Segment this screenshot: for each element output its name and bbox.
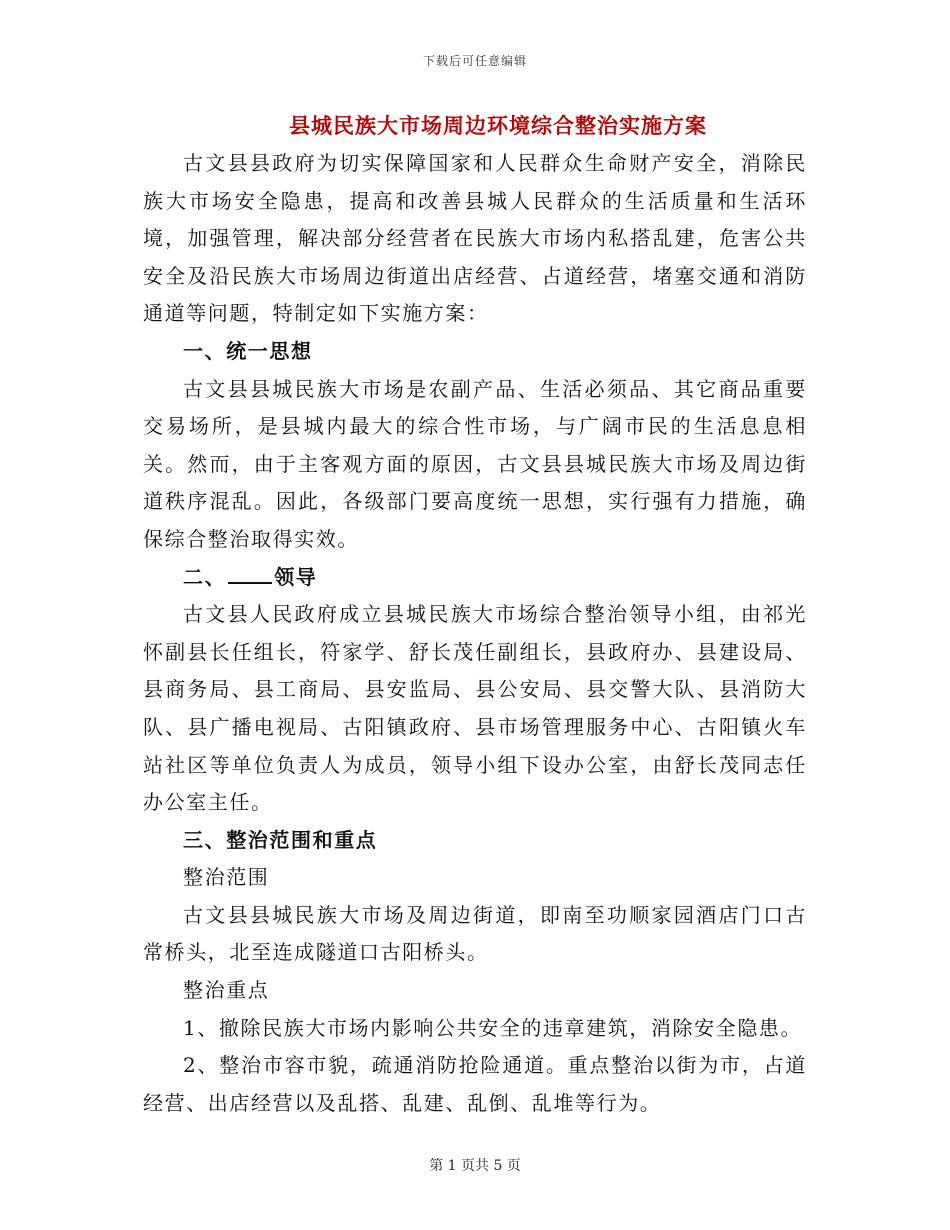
- intro-paragraph: 古文县县政府为切实保障国家和人民群众生命财产安全，消除民族大市场安全隐患，提高和改善县城人民群众的生活质量和生活环境，加强管理，解决部分经营者在民族大市场内私搭乱建，危害公共安全及沿民族大市场周边街道出店经营、占道经营，堵塞交通和消防通道等问题，特制定如下实施方案：: [143, 151, 807, 326]
- focus-item-1: 1、撤除民族大市场内影响公共安全的违章建筑，消除安全隐患。: [183, 1015, 803, 1040]
- document-title: 县城民族大市场周边环境综合整治实施方案: [289, 113, 707, 138]
- section2-heading-suffix: 领导: [274, 564, 318, 589]
- fill-in-blank: [228, 564, 272, 584]
- section1-paragraph: 古文县县城民族大市场是农副产品、生活必须品、其它商品重要交易场所，是县城内最大的综合性市场，与广阔市民的生活息息相关。然而，由于主客观方面的原因，古文县县城民族大市场及周边街道秩序混乱。因此，各级部门要高度统一思想，实行强有力措施，确保综合整治取得实效。: [143, 376, 807, 551]
- header-note: 下载后可任意编辑: [422, 54, 527, 68]
- focus-item-2: 2、整治市容市貌，疏通消防抢险通道。重点整治以街为市，占道经营、出店经营以及乱搭、乱建、乱倒、乱堆等行为。: [143, 1053, 807, 1115]
- section3-heading: 三、整治范围和重点: [183, 827, 378, 852]
- section2-paragraph: 古文县人民政府成立县城民族大市场综合整治领导小组，由祁光怀副县长任组长，符家学、舒长茂任副组长，县政府办、县建设局、县商务局、县工商局、县安监局、县公安局、县交警大队、县消防大队、县广播电视局、古阳镇政府、县市场管理服务中心、古阳镇火车站社区等单位负责人为成员，领导小组下设办公室，由舒长茂同志任办公室主任。: [143, 602, 807, 815]
- section2-heading-prefix: 二、: [183, 564, 227, 589]
- page-number: 第 1 页共 5 页: [429, 1158, 521, 1174]
- scope-label: 整治范围: [183, 865, 270, 890]
- section2-heading: [143, 559, 807, 597]
- document-body: [143, 145, 807, 1122]
- scope-paragraph: 古文县县城民族大市场及周边街道，即南至功顺家园酒店门口古常桥头，北至连成隧道口古阳桥头。: [143, 902, 807, 965]
- section1-heading: 一、统一思想: [183, 338, 313, 363]
- focus-label: 整治重点: [183, 978, 270, 1003]
